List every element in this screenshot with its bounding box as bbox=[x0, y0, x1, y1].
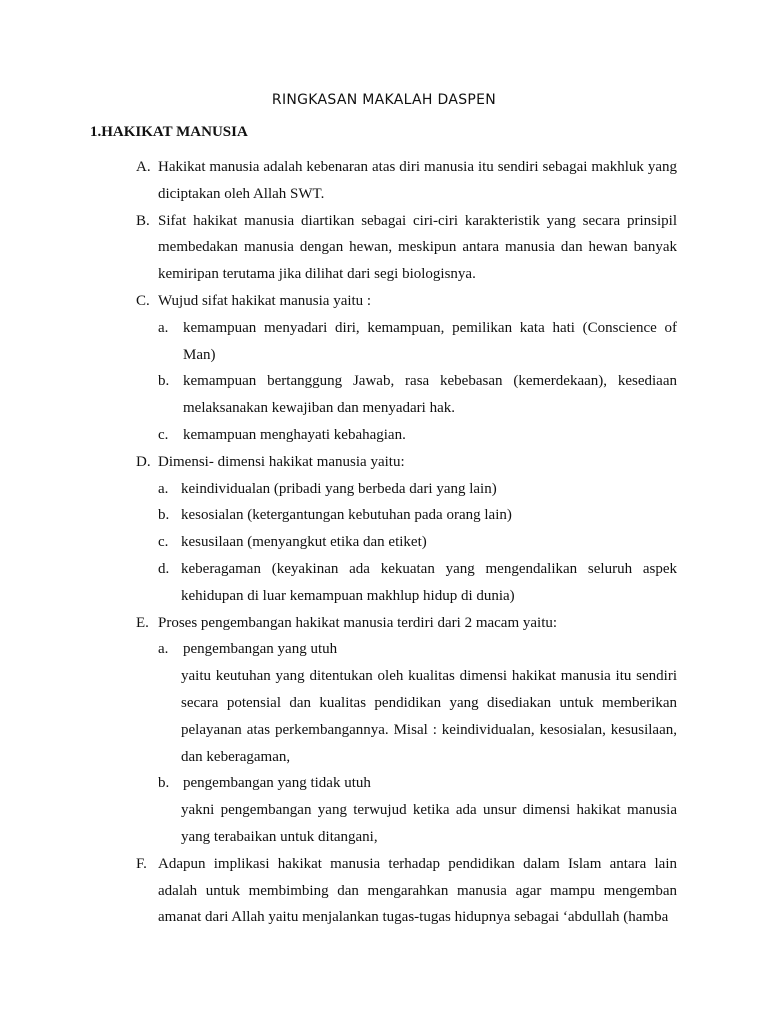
sublist-text: kemampuan bertanggung Jawab, rasa kebebasan (kemerdekaan), kesediaan melaksanakan kewajiban dan menyadari hak. bbox=[183, 373, 677, 417]
sublist-marker: b. bbox=[158, 373, 170, 390]
list-text: Adapun implikasi hakikat manusia terhadap pendidikan dalam Islam antara lain adalah untuk membimbing dan mengarahkan manusia agar mampu mengemban amanat dari Allah yaitu menjalankan tugas-tugas hidupnya sebagai ‘abdullah (hamba bbox=[158, 855, 677, 926]
list-text: Dimensi- dimensi hakikat manusia yaitu: bbox=[158, 453, 405, 470]
sublist-item-d-c bbox=[0, 529, 768, 556]
list-item-c bbox=[0, 288, 768, 315]
list-item-d bbox=[0, 449, 768, 476]
document-title: RINGKASAN MAKALAH DASPEN bbox=[271, 92, 497, 108]
list-item-b bbox=[0, 208, 768, 288]
sublist-marker: a. bbox=[158, 480, 169, 497]
sublist-text: pengembangan yang tidak utuh bbox=[183, 775, 371, 792]
list-text: Wujud sifat hakikat manusia yaitu : bbox=[158, 292, 372, 309]
sublist-detail-e-a bbox=[0, 663, 768, 770]
section-heading: 1.HAKIKAT MANUSIA bbox=[90, 124, 248, 140]
sublist-marker: b. bbox=[158, 507, 170, 524]
sublist-text: pengembangan yang utuh bbox=[183, 641, 338, 658]
list-item-a bbox=[0, 154, 768, 208]
sublist-text: kesosialan (ketergantungan kebutuhan pada orang lain) bbox=[181, 507, 512, 524]
sublist-item-c-a bbox=[0, 315, 768, 369]
list-item-f bbox=[0, 851, 768, 931]
sublist-marker: d. bbox=[158, 560, 170, 577]
sublist-item-e-a bbox=[0, 636, 768, 663]
sublist-marker: a. bbox=[158, 319, 169, 336]
sublist-item-c-c bbox=[0, 422, 768, 449]
sublist-marker: c. bbox=[158, 534, 169, 551]
sublist-detail-e-b bbox=[0, 797, 768, 851]
detail-text: yaitu keutuhan yang ditentukan oleh kualitas dimensi hakikat manusia itu sendiri secara potensial dan kualitas pendidikan yang disediakan untuk memberikan pelayanan atas perkembangannya. Misal : keindividualan, kesosialan, kesusilaan, dan keberagaman, bbox=[181, 668, 677, 765]
sublist-text: keindividualan (pribadi yang berbeda dari yang lain) bbox=[181, 480, 497, 497]
document-body bbox=[0, 154, 768, 931]
list-marker: F. bbox=[136, 855, 147, 872]
sublist-item-d-b bbox=[0, 502, 768, 529]
sublist-item-c-b bbox=[0, 368, 768, 422]
detail-text: yakni pengembangan yang terwujud ketika ada unsur dimensi hakikat manusia yang terabaikan untuk ditangani, bbox=[181, 802, 677, 845]
sublist-text: kesusilaan (menyangkut etika dan etiket) bbox=[181, 534, 427, 551]
list-marker: C. bbox=[136, 292, 150, 309]
sublist-marker: b. bbox=[158, 775, 170, 792]
sublist-item-d-d bbox=[0, 556, 768, 610]
list-text: Sifat hakikat manusia diartikan sebagai ciri-ciri karakteristik yang secara prinsipil membedakan manusia dengan hewan, meskipun antara manusia dan hewan banyak kemiripan terutama jika dilihat dari segi biologisnya. bbox=[158, 212, 677, 283]
sublist-text: keberagaman (keyakinan ada kekuatan yang mengendalikan seluruh aspek kehidupan di luar kemampuan makhlup hidup di dunia) bbox=[181, 560, 677, 604]
sublist-marker: c. bbox=[158, 426, 169, 443]
sublist-marker: a. bbox=[158, 641, 169, 658]
sublist-item-d-a bbox=[0, 476, 768, 503]
sublist-text: kemampuan menghayati kebahagian. bbox=[183, 426, 406, 443]
list-marker: B. bbox=[136, 212, 150, 229]
list-text: Hakikat manusia adalah kebenaran atas diri manusia itu sendiri sebagai makhluk yang diciptakan oleh Allah SWT. bbox=[158, 159, 677, 202]
sublist-text: kemampuan menyadari diri, kemampuan, pemilikan kata hati (Conscience of Man) bbox=[183, 319, 677, 363]
list-marker: A. bbox=[136, 159, 151, 175]
sublist-item-e-b bbox=[0, 770, 768, 797]
list-item-e bbox=[0, 610, 768, 637]
list-text: Proses pengembangan hakikat manusia terdiri dari 2 macam yaitu: bbox=[158, 614, 558, 631]
list-marker: E. bbox=[136, 614, 149, 631]
list-marker: D. bbox=[136, 453, 151, 470]
